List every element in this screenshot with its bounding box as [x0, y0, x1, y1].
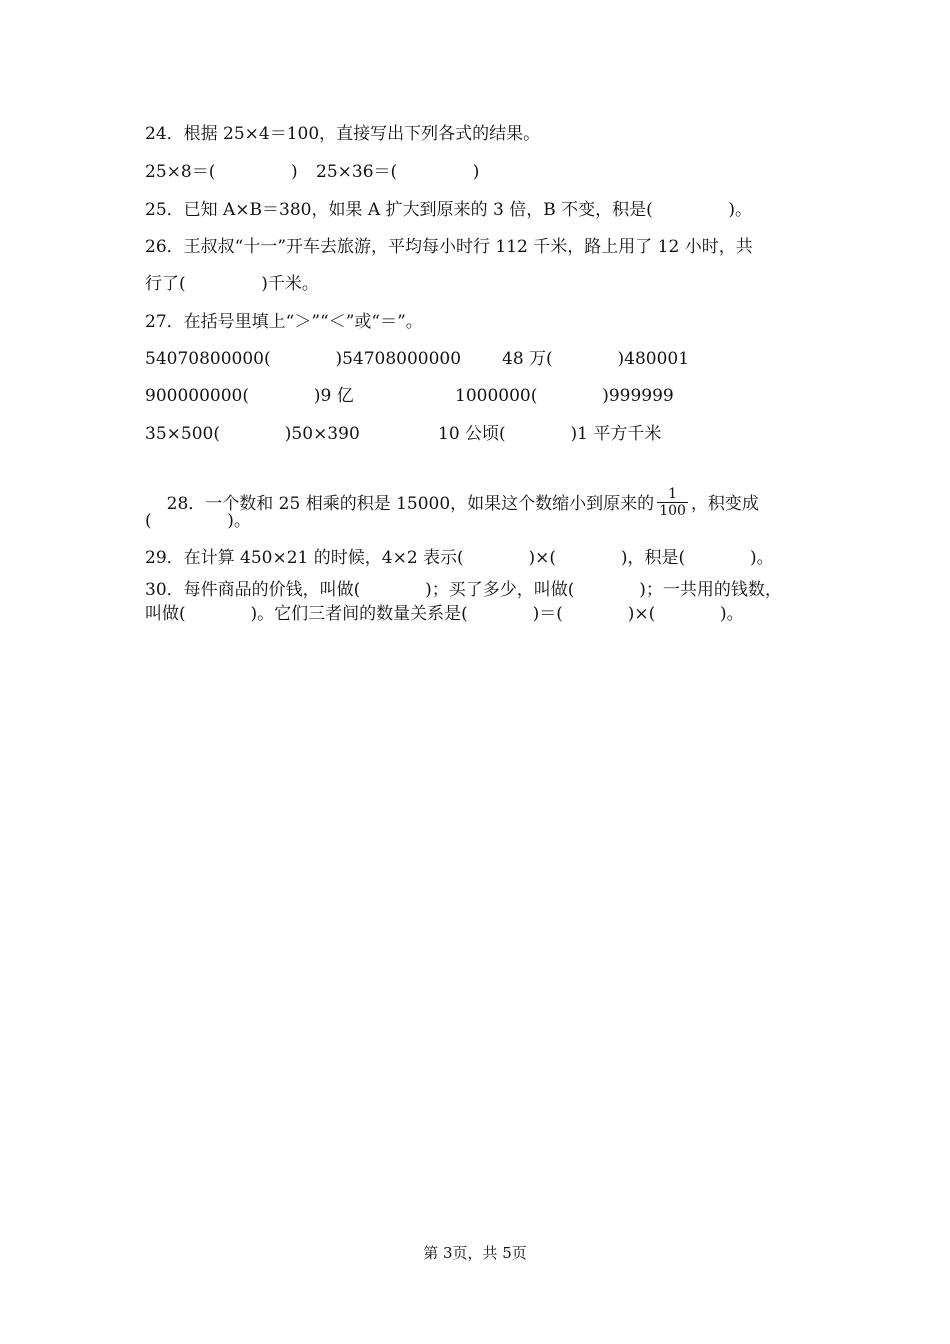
page-number-footer: 第 3页，共 5页 [423, 1244, 527, 1262]
question-26-line-2: 行了( )千米。 [145, 274, 319, 294]
question-28-line-2: ( )。 [145, 511, 251, 531]
fraction-denominator: 100 [659, 503, 686, 519]
question-27-item: 1000000( )999999 [455, 386, 674, 406]
question-27-item: 35×500( )50×390 [145, 424, 360, 444]
question-30-line-2: 叫做( )。它们三者间的数量关系是( )＝( )×( )。 [145, 604, 744, 624]
question-24: 24．根据 25×4＝100，直接写出下列各式的结果。 [145, 124, 541, 144]
fraction-one-hundredth [657, 486, 688, 519]
question-28-text: 28．一个数和 25 相乘的积是 15000，如果这个数缩小到原来的 [166, 494, 655, 514]
question-26-line-1: 26．王叔叔“十一”开车去旅游，平均每小时行 112 千米，路上用了 12 小时，共 [145, 237, 753, 257]
question-25: 25．已知 A×B＝380，如果 A 扩大到原来的 3 倍，B 不变，积是( )。 [145, 200, 753, 220]
fraction-numerator: 1 [657, 486, 688, 503]
question-27-item: 54070800000( )54708000000 [145, 349, 462, 369]
question-27-item: 48 万( )480001 [502, 349, 690, 369]
question-24-item-2: 25×36＝( ) [316, 162, 480, 182]
question-30-line-1: 30．每件商品的价钱，叫做( )；买了多少，叫做( )；一共用的钱数， [145, 580, 782, 600]
question-24-item-1: 25×8＝( ) [145, 162, 298, 182]
question-27-item: 900000000( )9 亿 [145, 386, 354, 406]
question-27-item: 10 公顷( )1 平方千米 [438, 424, 662, 444]
question-27: 27．在括号里填上“＞”“＜”或“＝”。 [145, 312, 423, 332]
question-29: 29．在计算 450×21 的时候，4×2 表示( )×( )，积是( )。 [145, 548, 774, 568]
question-28-text-end: ，积变成 [690, 494, 759, 514]
